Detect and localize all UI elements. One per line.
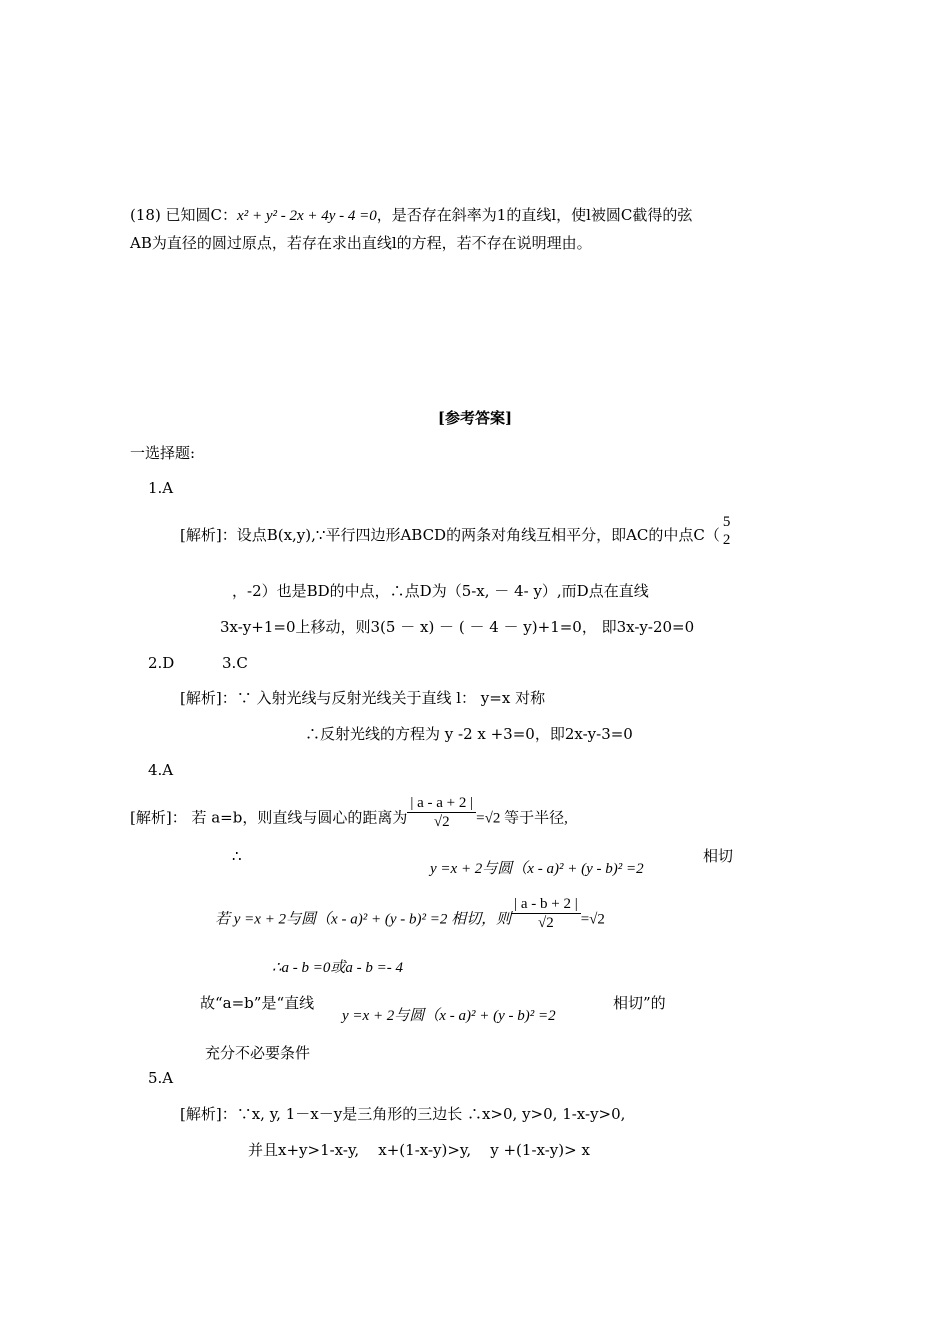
answer-4-explanation-line-4: ∴a - b =0或a - b =- 4 <box>272 960 404 976</box>
answer-3-explanation-line-1: [解析]：∵ 入射光线与反射光线关于直线 l： y=x 对称 <box>180 689 546 707</box>
therefore-symbol: ∴ <box>232 847 242 865</box>
section-heading: 一选择题: <box>130 444 196 462</box>
answer-2-3: 2.D 3.C <box>148 654 248 672</box>
question-18-prefix: (18) 已知圆C： <box>130 206 238 224</box>
circle-equation: x² + y² - 2x + 4y - 4 =0 <box>237 208 377 224</box>
answer-4-explanation-line-5-prefix: 故“a=b”是“直线 <box>200 994 315 1012</box>
answer-1: 1.A <box>148 479 174 497</box>
answer-1-explanation-line-3: 3x-y+1=0上移动，则3(5 － x) － ( － 4 － y)+1=0， 即3x-y-20=0 <box>220 618 695 636</box>
question-18-line-2: AB为直径的圆过原点，若存在求出直线l的方程，若不存在说明理由。 <box>130 234 592 252</box>
answer-1-explanation-line-1: [解析]：设点B(x,y),∵平行四边形ABCD的两条对角线互相平分，即AC的中点C（ 5 2 <box>180 523 733 549</box>
answer-4-explanation-line-2: y =x + 2与圆（x - a)² + (y - b)² =2 <box>430 861 644 877</box>
answer-4-explanation-line-5-eq: y =x + 2与圆（x - a)² + (y - b)² =2 <box>342 1008 556 1024</box>
answer-4-explanation-line-3: 若 y =x + 2与圆（x - a)² + (y - b)² =2 相切，则 $\frac{| a - b + 2 |}{√2}$ =√2 <box>215 896 605 931</box>
answer-5-explanation-line-1: [解析]：∵x, y, 1－x－y是三角形的三边长 ∴x>0, y>0, 1-x-y>0, <box>180 1105 626 1123</box>
distance-fraction: $\frac{| a - a + 2 |}{√2}$ <box>407 794 476 831</box>
fraction-five-halves: 5 2 <box>722 514 731 548</box>
tangent-label: 相切 <box>703 847 734 865</box>
answer-3-explanation-line-2: ∴反射光线的方程为 y -2 x +3=0，即2x-y-3=0 <box>305 725 633 743</box>
answers-title: [参考答案] <box>437 409 513 427</box>
answer-5-explanation-line-2: 并且x+y>1-x-y, x+(1-x-y)>y, y +(1-x-y)> x <box>248 1141 590 1159</box>
question-18-text: ，是否存在斜率为1的直线l，使l被圆C截得的弦 <box>376 206 693 224</box>
tangent-fraction: $\frac{| a - b + 2 |}{√2}$ <box>511 895 581 932</box>
answer-4: 4.A <box>148 761 174 779</box>
question-18-line-1 <box>130 205 692 226</box>
answer-4-explanation-line-5-suffix: 相切”的 <box>613 994 666 1012</box>
answer-4-conclusion: 充分不必要条件 <box>205 1044 311 1062</box>
answer-5: 5.A <box>148 1069 174 1087</box>
answer-1-explanation-line-2: ，-2）也是BD的中点，∴点D为（5-x, － 4- y）,而D点在直线 <box>232 582 649 600</box>
answer-4-explanation-line-1: [解析]： 若 a=b，则直线与圆心的距离为 $\frac{| a - a + 2 |}{√2}$ =√2 等于半径, <box>130 795 568 830</box>
